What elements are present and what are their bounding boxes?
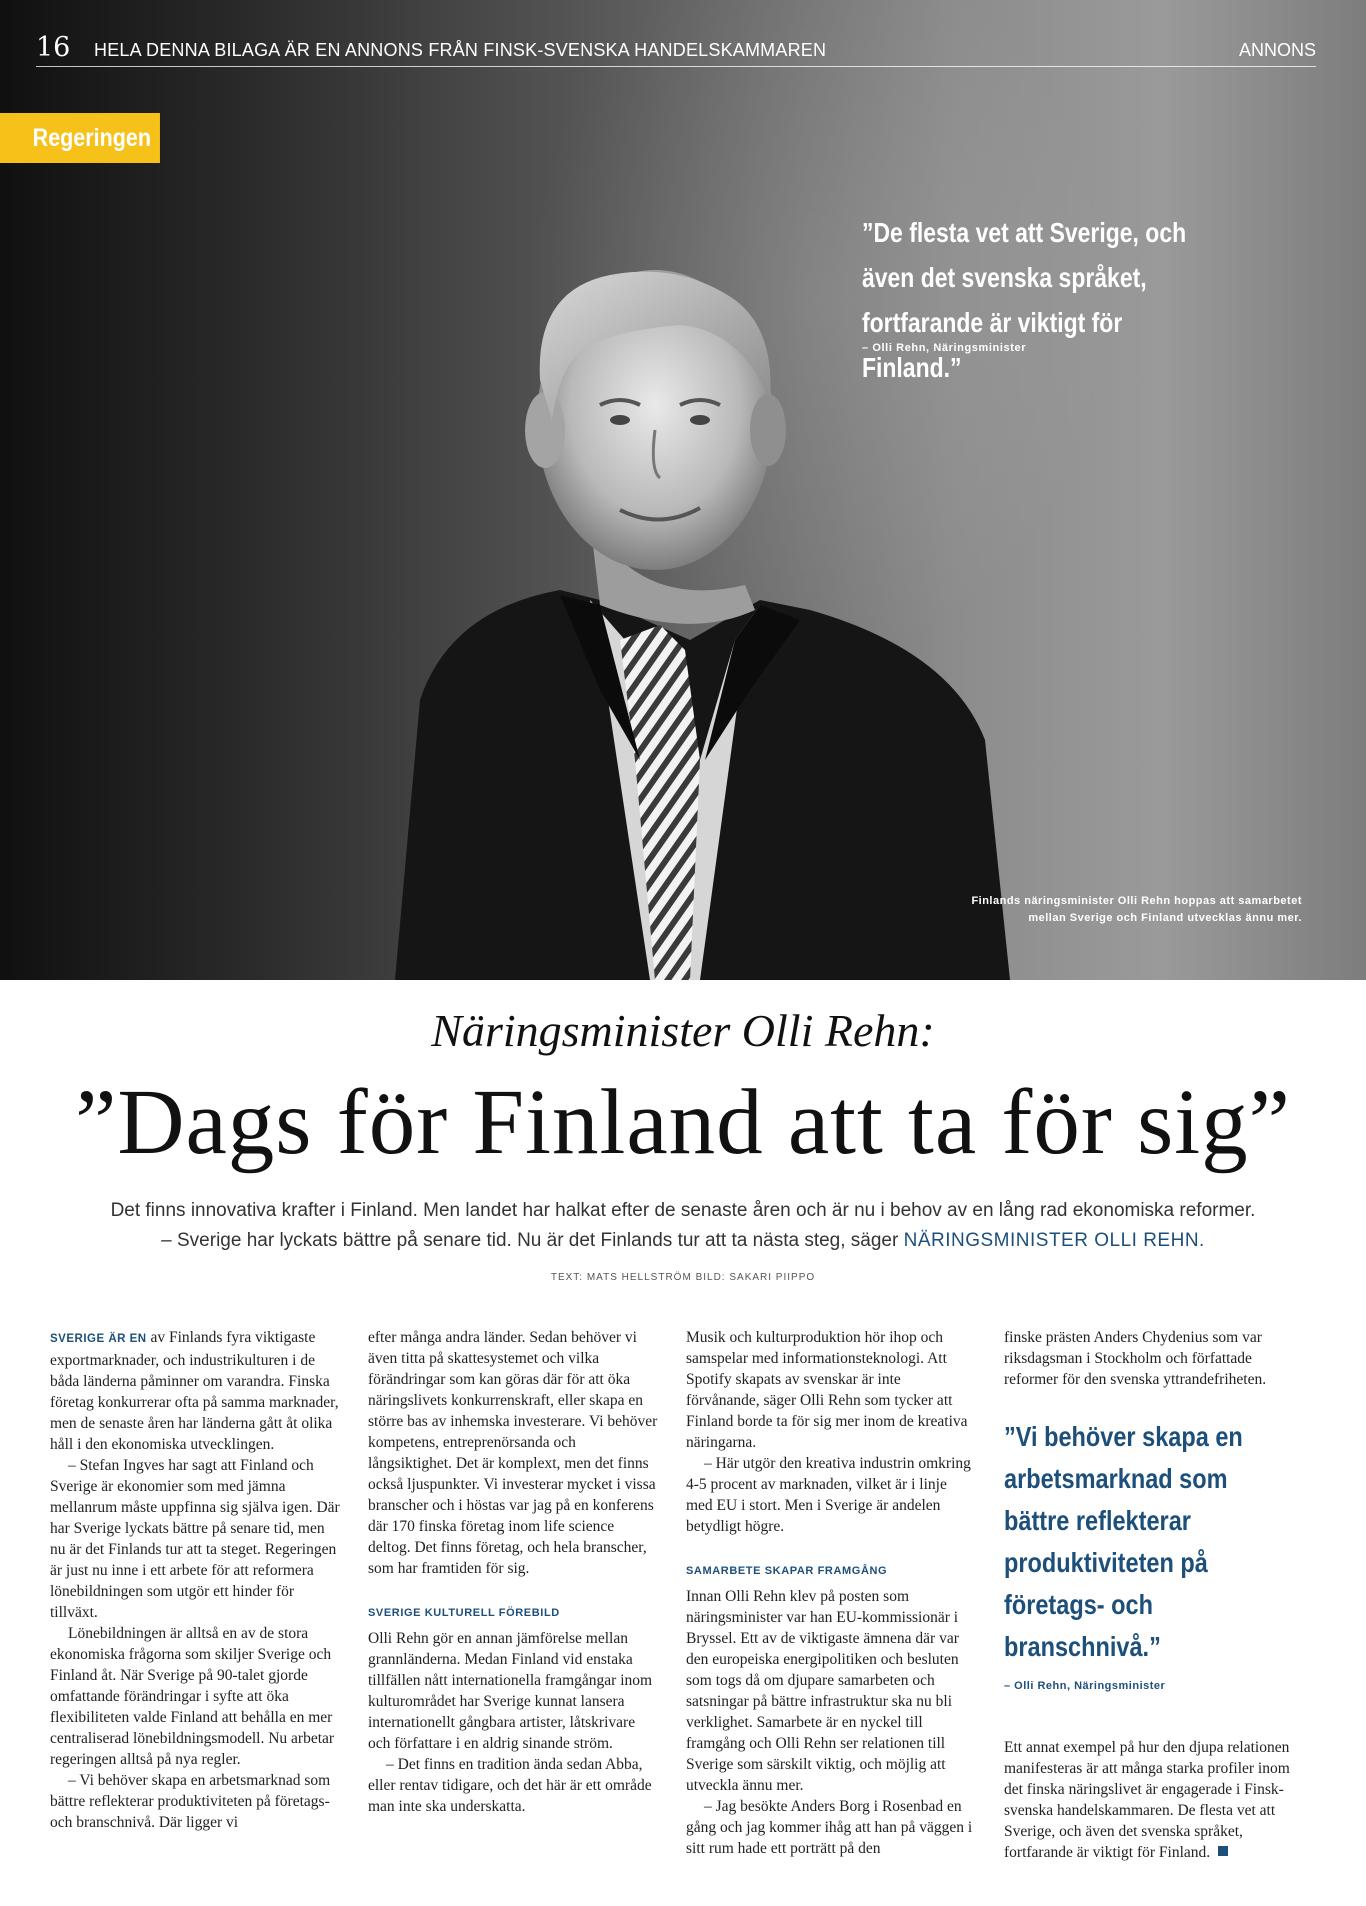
page-number: 16 [36, 32, 71, 63]
section-tag: Regeringen [0, 113, 160, 163]
lede-line-2: – Sverige har lyckats bättre på senare tid. Nu är det Finlands tur att ta nästa steg, säger NÄRINGSMINISTER OLLI REHN. [161, 1230, 1205, 1251]
body-column-2 [368, 1327, 658, 1817]
running-head-text: HELA DENNA BILAGA ÄR EN ANNONS FRÅN FINSK-SVENSKA HANDELSKAMMAREN [94, 40, 827, 60]
running-header [36, 32, 1316, 67]
pull-quote-attribution: – Olli Rehn, Näringsminister [1004, 1680, 1166, 1692]
paragraph: – Stefan Ingves har sagt att Finland och Sverige är ekonomier som med jämna mellanrum måste uppfinna sig själva igen. Där har Sverige lyckats bättre på senare tid, men nu är det Finlands tur att ta steget. Regeringen är just nu inne i ett arbete för att reformera lönebildningen som utgör ett hinder för tillväxt. [50, 1457, 340, 1621]
article-lede [0, 1196, 1366, 1256]
lead-in: SVERIGE ÄR EN [50, 1333, 147, 1345]
article-headline: ”Dags för Finland att ta för sig” [75, 1071, 1291, 1174]
paragraph: finske prästen Anders Chydenius som var riksdagsman i Stockholm och författade reformer för den svenska yttrandefriheten. [1004, 1329, 1267, 1388]
paragraph: – Det finns en tradition ända sedan Abba, eller rentav tidigare, och det här är ett område man inte ska underskatta. [368, 1756, 652, 1815]
paragraph: Innan Olli Rehn klev på posten som näringsminister var han EU-kommissionär i Bryssel. Ett av de viktigaste ämnena där var den europeiska energipolitiken och besluten som togs då om djupare samarbeten och satsningar på bättre infrastruktur ska nu bli verklighet. Samarbete är en nyckel till framgång och Olli Rehn ser relationen till Sverige som särskilt viktig, och möjlig att utveckla ännu mer. [686, 1588, 959, 1794]
body-column-3 [686, 1327, 976, 1859]
paragraph: – Jag besökte Anders Borg i Rosenbad en gång och jag kommer ihåg att han på väggen i sitt rum hade ett porträtt på den [686, 1798, 973, 1857]
body-column-4 [1004, 1327, 1294, 1863]
annons-label: ANNONS [1238, 40, 1316, 60]
paragraph: Lönebildningen är alltså en av de stora ekonomiska frågorna som skiljer Sverige och Finland åt. När Sverige på 90-talet gjorde omfattande förändringar i syfte att öka flexibiliteten valde Finland att behålla en mer centraliserad lönebildningsmodell. Nu arbetar regeringen alltså på nya regler. [50, 1625, 335, 1768]
photo-caption: Finlands näringsminister Olli Rehn hoppas att samarbetet mellan Sverige och Finland utvecklas ännu mer. [971, 895, 1302, 924]
end-mark-icon [1218, 1846, 1228, 1856]
lede-line-1: Det finns innovativa krafter i Finland. Men landet har halkat efter de senaste åren och är nu i behov av en lång rad ekonomiska reformer. [110, 1200, 1256, 1221]
paragraph: SVERIGE ÄR EN av Finlands fyra viktigaste exportmarknader, och industrikulturen i de båda länderna påminner om varandra. Finska företag konkurrerar ofta på samma marknader, men de senaste åren har länderna gått åt olika håll i den ekonomiska utvecklingen. [50, 1329, 339, 1453]
body-column-1 [50, 1327, 340, 1833]
article-kicker: Näringsminister Olli Rehn: [431, 1005, 935, 1056]
hero-pull-quote: ”De flesta vet att Sverige, och även det svenska språket, fortfarande är viktigt för Finland.” [862, 217, 1187, 383]
paragraph: Olli Rehn gör en annan jämförelse mellan grannländerna. Medan Finland vid enstaka tillfällen nått internationella framgångar inom kulturområdet har Sverige kunnat lansera internationellt gångbara artister, låtskrivare och författare i en aldrig sinande ström. [368, 1630, 653, 1752]
byline: TEXT: MATS HELLSTRÖM BILD: SAKARI PIIPPO [550, 1272, 816, 1283]
pull-quote: ”Vi behöver skapa en arbetsmarknad som bättre reflekterar produktiviteten på företags- och branschnivå.” [1004, 1421, 1243, 1662]
paragraph: Musik och kulturproduktion hör ihop och samspelar med informationsteknologi. Att Spotify skapats av svenskar är inte förvånande, säger Olli Rehn som tycker att Finland borde ta för sig mer inom de kreativa näringarna. [686, 1329, 968, 1451]
paragraph: Ett annat exempel på hur den djupa relationen manifesteras är att många starka profiler inom det finska näringslivet är engagerade i Finsk-svenska handelskammaren. De flesta vet att Sverige, och även det svenska språket, fortfarande är viktigt för Finland. [1004, 1739, 1290, 1861]
subhead: SAMARBETE SKAPAR FRAMGÅNG [686, 1565, 888, 1577]
lede-highlight: NÄRINGSMINISTER OLLI REHN. [903, 1230, 1205, 1251]
paragraph: – Vi behöver skapa en arbetsmarknad som bättre reflekterar produktiviteten på företags- och branschnivå. Där ligger vi [50, 1772, 331, 1831]
subhead: SVERIGE KULTURELL FÖREBILD [368, 1607, 560, 1619]
paragraph: – Här utgör den kreativa industrin omkring 4-5 procent av marknaden, vilket är i linje med EU i stort. Men i Sverige är andelen betydligt högre. [686, 1455, 971, 1535]
hero-quote-attribution: – Olli Rehn, Näringsminister [862, 342, 1027, 354]
paragraph: efter många andra länder. Sedan behöver vi även titta på skattesystemet och vilka förändringar som kan göras där för att öka näringslivets konkurrenskraft, eller skapa en större bas av inhemska investerare. Vi behöver kompetens, entreprenörsanda och långsiktighet. Det är komplext, men det finns också ljuspunkter. Vi investerar mycket i vissa branscher och i höstas var jag på en konferens där 170 finska företag inom life science deltog. Det finns företag, och hela branscher, som har framtiden för sig. [368, 1329, 658, 1577]
